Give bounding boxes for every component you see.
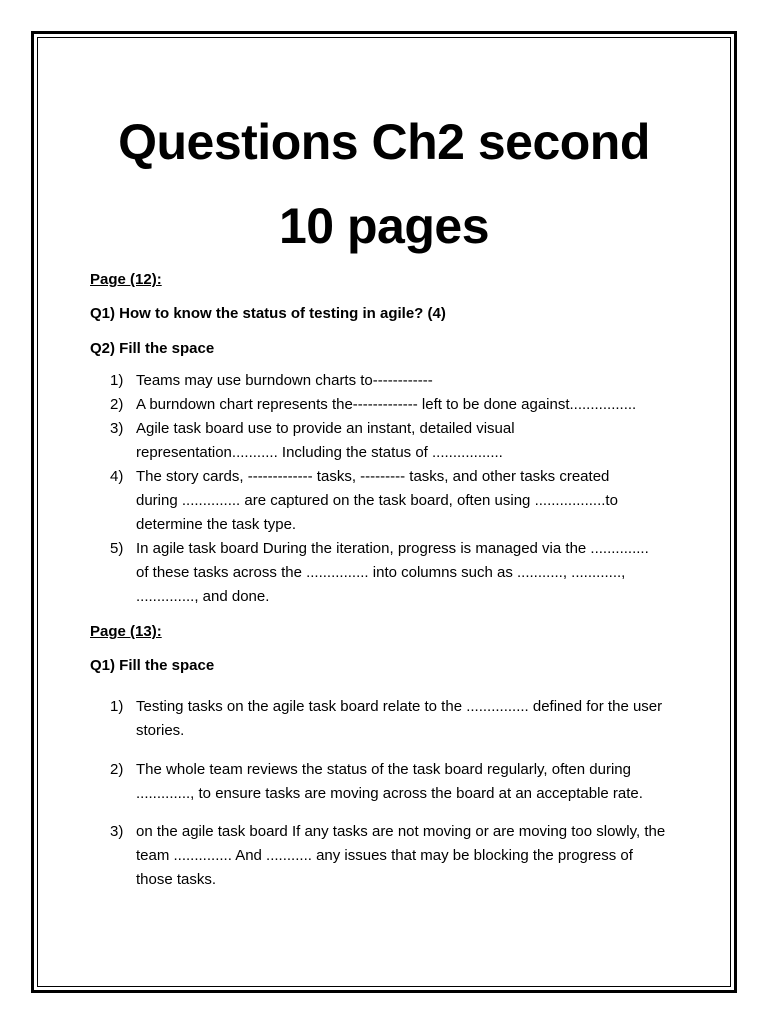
item-number: 1) — [110, 698, 124, 715]
title-line-2: 10 pages — [278, 198, 489, 254]
section2-fill-list-2 — [90, 758, 670, 806]
item-number: 3) — [110, 420, 124, 437]
item-text: Teams may use burndown charts to------------ — [136, 372, 433, 389]
title-line-1: Questions Ch2 second — [118, 114, 650, 170]
item-text: The whole team reviews the status of the task board regularly, often during ............., to ensure tasks are moving across the board at an acceptable rate. — [136, 761, 643, 802]
item-number: 2) — [110, 761, 124, 778]
section2-q1-wrap — [90, 656, 690, 676]
section2-fill-list-3 — [90, 820, 670, 892]
list-item — [90, 393, 650, 417]
item-text: The story cards, ------------- tasks, --------- tasks, and other tasks created during .............. are captured on the task board, often using .................to determine the task type. — [136, 468, 618, 533]
document-title — [37, 100, 731, 268]
section1-fill-list — [90, 369, 650, 609]
item-number: 2) — [110, 396, 124, 413]
list-item — [90, 695, 670, 743]
section1-question-1: Q1) How to know the status of testing in agile? (4) — [90, 305, 446, 322]
section-page-13 — [90, 622, 690, 642]
list-item — [90, 465, 650, 537]
list-item — [90, 537, 650, 609]
item-number: 1) — [110, 372, 124, 389]
section2-question-1: Q1) Fill the space — [90, 657, 215, 674]
section1-question-2: Q2) Fill the space — [90, 340, 215, 357]
list-item — [90, 369, 650, 393]
item-text: on the agile task board If any tasks are not moving or are moving too slowly, the team .............. And ........... any issues that may be blocking the progress of those tasks. — [136, 823, 666, 888]
section2-fill-list-1 — [90, 695, 670, 743]
section1-q1-wrap — [90, 304, 690, 324]
item-text: In agile task board During the iteration, progress is managed via the .............. of these tasks across the ............... into columns such as ..........., ............, .............., and done. — [136, 540, 649, 605]
list-item — [90, 758, 670, 806]
page-13-heading: Page (13): — [90, 623, 162, 640]
list-item — [90, 820, 670, 892]
item-number: 4) — [110, 468, 124, 485]
section1-list-wrap — [90, 369, 650, 609]
item-text: Testing tasks on the agile task board relate to the ............... defined for the user stories. — [136, 698, 663, 739]
section2-item3-wrap — [90, 820, 670, 892]
item-text: A burndown chart represents the------------- left to be done against................ — [136, 396, 637, 413]
page-12-heading: Page (12): — [90, 271, 162, 288]
section1-q2-wrap — [90, 339, 690, 359]
item-number: 3) — [110, 823, 124, 840]
section-page-12 — [90, 270, 690, 290]
list-item — [90, 417, 650, 465]
section2-item1-wrap — [90, 695, 670, 743]
item-text: Agile task board use to provide an instant, detailed visual representation........... Including the status of ................. — [136, 420, 515, 461]
item-number: 5) — [110, 540, 124, 557]
section2-item2-wrap — [90, 758, 670, 806]
